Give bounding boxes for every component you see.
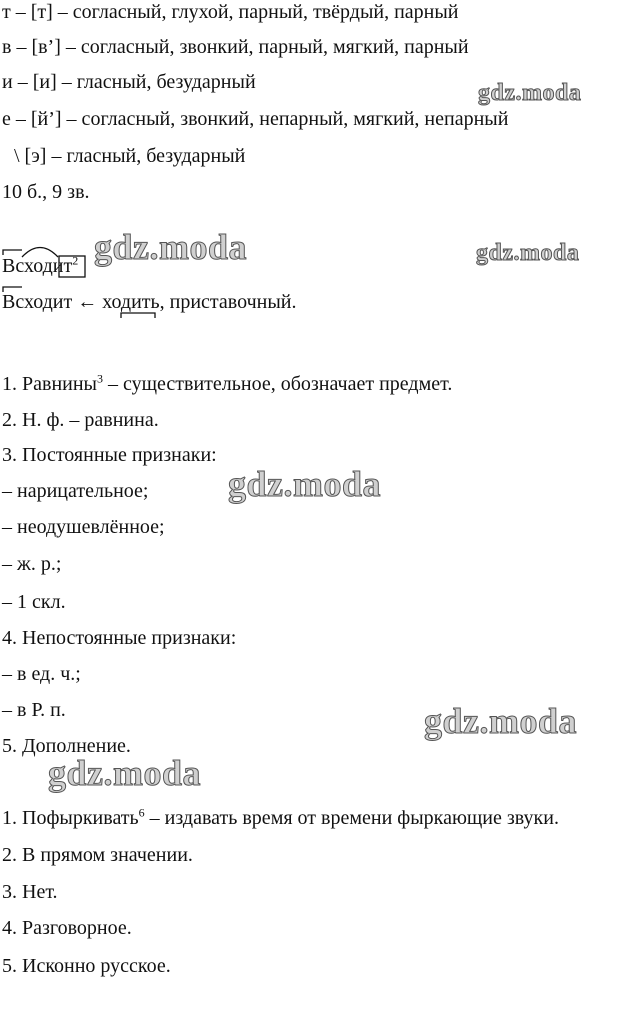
word-root: ход — [23, 255, 53, 277]
phonetic-line-4: е – [й’] – согласный, звонкий, непарный, мягкий, непарный — [2, 108, 509, 130]
lexical-footnote: 6 — [138, 805, 145, 820]
noun-footnote: 3 — [97, 371, 103, 386]
word-ending: ит — [52, 255, 73, 277]
word-composition — [2, 254, 78, 278]
noun-line: 2. Н. ф. – равнина. — [2, 409, 159, 431]
watermark: gdz.moda — [476, 240, 580, 266]
watermark: gdz.moda — [424, 701, 578, 741]
lexical-item-1 — [2, 806, 559, 830]
lexical-word: 1. Пофыркивать — [2, 807, 139, 829]
derivation-end: ить, приставочный. — [131, 291, 297, 313]
word-derivation — [2, 290, 296, 314]
noun-line: 3. Постоянные признаки: — [2, 444, 217, 466]
noun-line: – в Р. п. — [2, 699, 66, 721]
watermark: gdz.moda — [48, 753, 202, 793]
watermark: gdz.moda — [94, 227, 248, 267]
noun-description: – существительное, обозначает предмет. — [103, 373, 453, 395]
lexical-line: 2. В прямом значении. — [2, 844, 193, 866]
lexical-line: 5. Исконно русское. — [2, 955, 171, 977]
watermark: gdz.moda — [228, 464, 382, 504]
phonetic-line-3: и – [и] – гласный, безударный — [2, 71, 256, 93]
phonetic-line-5: \ [э] – гласный, безударный — [14, 145, 246, 167]
word-footnote: 2 — [72, 253, 79, 268]
noun-line: 4. Непостоянные признаки: — [2, 627, 237, 649]
noun-line: – нарицательное; — [2, 480, 149, 502]
word-prefix: Вс — [2, 255, 24, 277]
noun-line: – в ед. ч.; — [2, 663, 81, 685]
noun-line: – 1 скл. — [2, 591, 66, 613]
derivation-mid: ходит ← — [23, 291, 103, 313]
phonetic-line-1: т – [т] – согласный, глухой, парный, твёрдый, парный — [2, 1, 459, 23]
noun-line: – ж. р.; — [2, 553, 62, 575]
lexical-line: 3. Нет. — [2, 881, 58, 903]
derivation-start: Вс — [2, 291, 24, 313]
watermark: gdz.moda — [478, 80, 582, 106]
noun-line: – неодушевлённое; — [2, 516, 165, 538]
lexical-description: – издавать время от времени фыркающие звуки. — [144, 807, 559, 829]
noun-line: 5. Дополнение. — [2, 735, 131, 757]
noun-word: 1. Равнины — [2, 373, 97, 395]
phonetic-line-2: в – [в’] – согласный, звонкий, парный, мягкий, парный — [2, 36, 469, 58]
derivation-root: ход — [102, 291, 132, 313]
noun-item-1 — [2, 372, 452, 396]
phonetic-summary: 10 б., 9 зв. — [2, 181, 90, 203]
lexical-line: 4. Разговорное. — [2, 917, 132, 939]
